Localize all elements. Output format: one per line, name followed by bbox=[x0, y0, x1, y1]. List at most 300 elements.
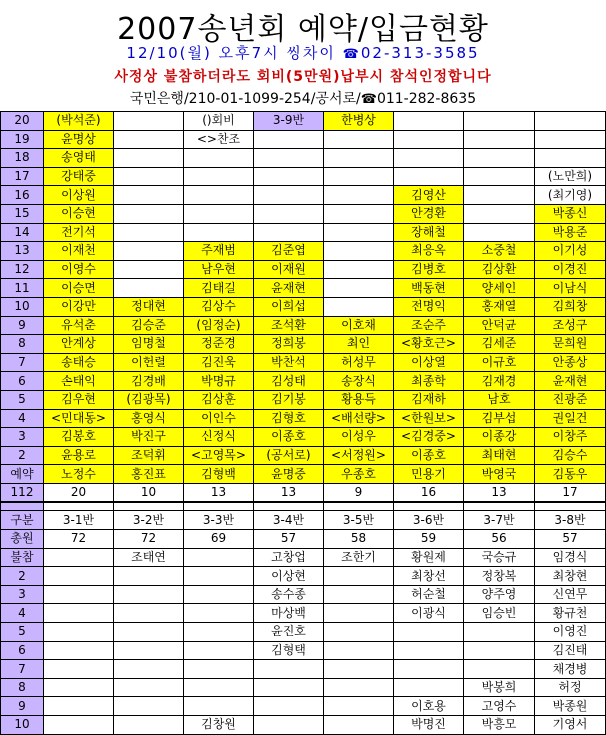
name-cell bbox=[394, 130, 464, 149]
class-name: 3-6반 bbox=[394, 511, 464, 530]
name-cell: 이재천 bbox=[44, 242, 114, 261]
total-label: 총원 bbox=[1, 530, 44, 549]
name-cell: 3-9반 bbox=[254, 112, 324, 131]
reservation-row bbox=[1, 446, 606, 465]
name-cell: 안종상 bbox=[535, 353, 606, 372]
class-total: 57 bbox=[254, 530, 324, 549]
name-cell bbox=[324, 678, 394, 697]
name-cell bbox=[394, 660, 464, 679]
name-cell: 이남식 bbox=[535, 279, 606, 298]
name-cell: 김봉호 bbox=[44, 428, 114, 447]
name-cell bbox=[114, 641, 184, 660]
row-label: 5 bbox=[1, 623, 44, 642]
name-cell: 이상열 bbox=[394, 353, 464, 372]
name-cell bbox=[114, 567, 184, 586]
name-cell bbox=[184, 567, 254, 586]
bank-info bbox=[0, 88, 606, 108]
name-cell bbox=[324, 279, 394, 298]
name-cell: 진광준 bbox=[535, 390, 606, 409]
reservation-row bbox=[1, 204, 606, 223]
name-cell: (공서로) bbox=[254, 446, 324, 465]
row-label: 13 bbox=[1, 242, 44, 261]
name-cell bbox=[254, 660, 324, 679]
name-cell: 유석춘 bbox=[44, 316, 114, 335]
reservation-section bbox=[1, 112, 606, 484]
class-total: 69 bbox=[184, 530, 254, 549]
name-cell: 김영산 bbox=[394, 186, 464, 205]
reservation-row bbox=[1, 372, 606, 391]
name-cell: 김경배 bbox=[114, 372, 184, 391]
name-cell: 노정수 bbox=[44, 465, 114, 484]
name-cell bbox=[324, 186, 394, 205]
name-cell: 남우현 bbox=[184, 260, 254, 279]
name-cell: 박명규 bbox=[184, 372, 254, 391]
name-cell bbox=[114, 204, 184, 223]
name-cell: <민대동> bbox=[44, 409, 114, 428]
reservation-row bbox=[1, 316, 606, 335]
name-cell: (임정순) bbox=[184, 316, 254, 335]
name-cell: 채경병 bbox=[535, 660, 606, 679]
name-cell: 정준경 bbox=[184, 335, 254, 354]
name-cell: <서정원> bbox=[324, 446, 394, 465]
name-cell: 전기석 bbox=[44, 223, 114, 242]
row-label: 불참 bbox=[1, 548, 44, 567]
name-cell: 김승준 bbox=[114, 316, 184, 335]
name-cell: 안경환 bbox=[394, 204, 464, 223]
name-cell: 안계상 bbox=[44, 335, 114, 354]
reservation-row bbox=[1, 242, 606, 261]
name-cell bbox=[114, 678, 184, 697]
absent-row bbox=[1, 585, 606, 604]
name-cell bbox=[535, 130, 606, 149]
name-cell bbox=[324, 567, 394, 586]
name-cell bbox=[254, 149, 324, 168]
row-label: 9 bbox=[1, 316, 44, 335]
absent-row bbox=[1, 604, 606, 623]
name-cell: <김경중> bbox=[394, 428, 464, 447]
row-label: 3 bbox=[1, 585, 44, 604]
name-cell: 양주영 bbox=[464, 585, 535, 604]
name-cell bbox=[324, 623, 394, 642]
name-cell bbox=[114, 623, 184, 642]
spacer-cell bbox=[324, 502, 394, 511]
name-cell: 정대현 bbox=[114, 297, 184, 316]
class-count: 16 bbox=[394, 483, 464, 502]
class-name: 3-3반 bbox=[184, 511, 254, 530]
absent-row bbox=[1, 641, 606, 660]
row-label: 4 bbox=[1, 604, 44, 623]
name-cell: 최태현 bbox=[464, 446, 535, 465]
name-cell: 김재경 bbox=[464, 372, 535, 391]
class-name: 3-2반 bbox=[114, 511, 184, 530]
name-cell: 이기성 bbox=[535, 242, 606, 261]
row-label: 7 bbox=[1, 353, 44, 372]
name-cell: (노만희) bbox=[535, 167, 606, 186]
name-cell: 홍진표 bbox=[114, 465, 184, 484]
row-label: 14 bbox=[1, 223, 44, 242]
name-cell bbox=[44, 623, 114, 642]
reservation-row bbox=[1, 428, 606, 447]
name-cell: 윤진호 bbox=[254, 623, 324, 642]
name-cell bbox=[464, 223, 535, 242]
class-total: 72 bbox=[114, 530, 184, 549]
name-cell: 황규천 bbox=[535, 604, 606, 623]
name-cell: <고영목> bbox=[184, 446, 254, 465]
reservation-row bbox=[1, 297, 606, 316]
name-cell bbox=[464, 641, 535, 660]
name-cell bbox=[114, 279, 184, 298]
reservation-row bbox=[1, 130, 606, 149]
class-count: 9 bbox=[324, 483, 394, 502]
name-cell: 김창원 bbox=[184, 716, 254, 735]
name-cell bbox=[114, 186, 184, 205]
name-cell: 문희원 bbox=[535, 335, 606, 354]
name-cell bbox=[254, 678, 324, 697]
name-cell bbox=[394, 167, 464, 186]
name-cell: 조순주 bbox=[394, 316, 464, 335]
class-total: 58 bbox=[324, 530, 394, 549]
name-cell: 허정 bbox=[535, 678, 606, 697]
class-header-row bbox=[1, 511, 606, 530]
contact-phone: 011-282-8635 bbox=[376, 91, 477, 107]
name-cell: 황용득 bbox=[324, 390, 394, 409]
name-cell bbox=[394, 112, 464, 131]
absent-row bbox=[1, 567, 606, 586]
spacer-cell bbox=[394, 502, 464, 511]
reservation-row bbox=[1, 260, 606, 279]
name-cell: 이성우 bbox=[324, 428, 394, 447]
row-label: 3 bbox=[1, 428, 44, 447]
name-cell bbox=[324, 716, 394, 735]
name-cell: 김승수 bbox=[535, 446, 606, 465]
name-cell bbox=[324, 297, 394, 316]
name-cell bbox=[44, 585, 114, 604]
name-cell: 이종호 bbox=[254, 428, 324, 447]
class-count: 17 bbox=[535, 483, 606, 502]
name-cell bbox=[184, 660, 254, 679]
name-cell bbox=[184, 204, 254, 223]
name-cell: 김상환 bbox=[464, 260, 535, 279]
spacer-cell bbox=[254, 502, 324, 511]
row-label: 8 bbox=[1, 678, 44, 697]
row-label: 16 bbox=[1, 186, 44, 205]
absent-row bbox=[1, 623, 606, 642]
name-cell: 이창주 bbox=[535, 428, 606, 447]
name-cell: 윤명중 bbox=[254, 465, 324, 484]
name-cell: 윤명상 bbox=[44, 130, 114, 149]
name-cell: 허성무 bbox=[324, 353, 394, 372]
name-cell bbox=[184, 604, 254, 623]
name-cell bbox=[324, 149, 394, 168]
name-cell bbox=[254, 130, 324, 149]
name-cell: 조덕휘 bbox=[114, 446, 184, 465]
name-cell bbox=[324, 660, 394, 679]
name-cell: 황원제 bbox=[394, 548, 464, 567]
absent-section bbox=[1, 548, 606, 734]
name-cell bbox=[44, 567, 114, 586]
class-name: 3-1반 bbox=[44, 511, 114, 530]
name-cell: 박찬석 bbox=[254, 353, 324, 372]
name-cell bbox=[184, 223, 254, 242]
name-cell: 이영진 bbox=[535, 623, 606, 642]
name-cell: 정창복 bbox=[464, 567, 535, 586]
page-title: 2007송년회 예약/입금현황 bbox=[117, 12, 489, 47]
phone-icon: ☎ bbox=[342, 47, 361, 62]
name-cell: 한병상 bbox=[324, 112, 394, 131]
name-cell bbox=[184, 641, 254, 660]
name-cell bbox=[324, 697, 394, 716]
name-cell bbox=[184, 697, 254, 716]
name-cell: 윤재현 bbox=[535, 372, 606, 391]
reservation-row bbox=[1, 409, 606, 428]
row-label: 7 bbox=[1, 660, 44, 679]
name-cell bbox=[254, 223, 324, 242]
name-cell bbox=[114, 585, 184, 604]
name-cell: 안덕균 bbox=[464, 316, 535, 335]
name-cell: 송영태 bbox=[44, 149, 114, 168]
name-cell bbox=[464, 112, 535, 131]
name-cell: 장해철 bbox=[394, 223, 464, 242]
name-cell: 이상원 bbox=[44, 186, 114, 205]
class-count: 13 bbox=[464, 483, 535, 502]
total-row bbox=[1, 530, 606, 549]
name-cell: 소중철 bbox=[464, 242, 535, 261]
name-cell: 김진욱 bbox=[184, 353, 254, 372]
name-cell bbox=[44, 716, 114, 735]
class-header-label: 구분 bbox=[1, 511, 44, 530]
name-cell bbox=[184, 186, 254, 205]
name-cell: 이승면 bbox=[44, 279, 114, 298]
name-cell: (최기영) bbox=[535, 186, 606, 205]
name-cell bbox=[44, 697, 114, 716]
class-total: 72 bbox=[44, 530, 114, 549]
name-cell: 이경진 bbox=[535, 260, 606, 279]
spacer-cell bbox=[535, 502, 606, 511]
name-cell: 허순철 bbox=[394, 585, 464, 604]
name-cell bbox=[394, 641, 464, 660]
name-cell bbox=[464, 204, 535, 223]
name-cell bbox=[184, 548, 254, 567]
name-cell: 김우현 bbox=[44, 390, 114, 409]
name-cell: 박봉희 bbox=[464, 678, 535, 697]
name-cell bbox=[114, 604, 184, 623]
name-cell bbox=[184, 585, 254, 604]
row-label: 10 bbox=[1, 297, 44, 316]
name-cell: 이강만 bbox=[44, 297, 114, 316]
name-cell bbox=[114, 223, 184, 242]
row-label: 19 bbox=[1, 130, 44, 149]
row-label: 4 bbox=[1, 409, 44, 428]
name-cell bbox=[114, 697, 184, 716]
row-label: 예약 bbox=[1, 465, 44, 484]
name-cell: 김재하 bbox=[394, 390, 464, 409]
name-cell: 김태길 bbox=[184, 279, 254, 298]
name-cell: 신연무 bbox=[535, 585, 606, 604]
name-cell: 김성태 bbox=[254, 372, 324, 391]
name-cell: 박영국 bbox=[464, 465, 535, 484]
row-label: 8 bbox=[1, 335, 44, 354]
name-cell bbox=[324, 641, 394, 660]
reservation-row bbox=[1, 279, 606, 298]
name-cell bbox=[114, 130, 184, 149]
absent-row bbox=[1, 678, 606, 697]
name-cell bbox=[114, 242, 184, 261]
name-cell bbox=[184, 167, 254, 186]
row-label: 11 bbox=[1, 279, 44, 298]
name-cell: 국승규 bbox=[464, 548, 535, 567]
name-cell: 조한기 bbox=[324, 548, 394, 567]
name-cell: 정희봉 bbox=[254, 335, 324, 354]
name-cell bbox=[114, 149, 184, 168]
name-cell bbox=[184, 149, 254, 168]
name-cell bbox=[184, 678, 254, 697]
name-cell: 김병호 bbox=[394, 260, 464, 279]
name-cell bbox=[44, 604, 114, 623]
name-cell: 최창선 bbox=[394, 567, 464, 586]
name-cell: 이영수 bbox=[44, 260, 114, 279]
name-cell: 임경식 bbox=[535, 548, 606, 567]
class-count: 20 bbox=[44, 483, 114, 502]
name-cell: 기영서 bbox=[535, 716, 606, 735]
class-name: 3-8반 bbox=[535, 511, 606, 530]
name-cell: 남호 bbox=[464, 390, 535, 409]
name-cell: 고창업 bbox=[254, 548, 324, 567]
name-cell: 김상훈 bbox=[184, 390, 254, 409]
name-cell: 권일건 bbox=[535, 409, 606, 428]
name-cell: 박진구 bbox=[114, 428, 184, 447]
name-cell: 홍영식 bbox=[114, 409, 184, 428]
spacer-cell bbox=[464, 502, 535, 511]
name-cell: <>찬조 bbox=[184, 130, 254, 149]
name-cell bbox=[254, 167, 324, 186]
name-cell: 홍재열 bbox=[464, 297, 535, 316]
name-cell bbox=[114, 260, 184, 279]
name-cell bbox=[324, 260, 394, 279]
name-cell: 송수종 bbox=[254, 585, 324, 604]
name-cell: (박석준) bbox=[44, 112, 114, 131]
name-cell: 마상백 bbox=[254, 604, 324, 623]
name-cell bbox=[44, 678, 114, 697]
name-cell: 박명진 bbox=[394, 716, 464, 735]
summary-section bbox=[1, 483, 606, 548]
row-label: 6 bbox=[1, 372, 44, 391]
name-cell: 신정식 bbox=[184, 428, 254, 447]
name-cell bbox=[464, 186, 535, 205]
phone-icon: ☎ bbox=[360, 92, 377, 107]
name-cell bbox=[254, 204, 324, 223]
name-cell: <한원보> bbox=[394, 409, 464, 428]
name-cell: 이상현 bbox=[254, 567, 324, 586]
name-cell bbox=[324, 204, 394, 223]
count-row bbox=[1, 483, 606, 502]
name-cell: 윤용로 bbox=[44, 446, 114, 465]
name-cell: 이종강 bbox=[464, 428, 535, 447]
reservation-row bbox=[1, 186, 606, 205]
class-count: 10 bbox=[114, 483, 184, 502]
name-cell: 주재범 bbox=[184, 242, 254, 261]
reservation-row bbox=[1, 353, 606, 372]
reservation-row bbox=[1, 149, 606, 168]
name-cell: 양세인 bbox=[464, 279, 535, 298]
absent-row bbox=[1, 697, 606, 716]
row-label: 2 bbox=[1, 446, 44, 465]
class-total: 59 bbox=[394, 530, 464, 549]
name-cell: 최인 bbox=[324, 335, 394, 354]
absent-row bbox=[1, 548, 606, 567]
name-cell: 김동우 bbox=[535, 465, 606, 484]
class-total: 56 bbox=[464, 530, 535, 549]
reservation-row bbox=[1, 335, 606, 354]
reservation-row bbox=[1, 167, 606, 186]
reservation-row bbox=[1, 112, 606, 131]
name-cell bbox=[464, 149, 535, 168]
name-cell: 이호용 bbox=[394, 697, 464, 716]
name-cell: 백동현 bbox=[394, 279, 464, 298]
name-cell: 윤재현 bbox=[254, 279, 324, 298]
name-cell bbox=[324, 604, 394, 623]
name-cell bbox=[114, 167, 184, 186]
name-cell: 송장식 bbox=[324, 372, 394, 391]
row-label: 20 bbox=[1, 112, 44, 131]
row-label: 5 bbox=[1, 390, 44, 409]
name-cell: 송태승 bbox=[44, 353, 114, 372]
name-cell bbox=[324, 223, 394, 242]
name-cell: 김세준 bbox=[464, 335, 535, 354]
name-cell bbox=[394, 678, 464, 697]
name-cell: 최응옥 bbox=[394, 242, 464, 261]
name-cell bbox=[44, 641, 114, 660]
name-cell: 최창현 bbox=[535, 567, 606, 586]
name-cell bbox=[324, 167, 394, 186]
name-cell: 박종신 bbox=[535, 204, 606, 223]
name-cell: 김형호 bbox=[254, 409, 324, 428]
name-cell: 김기봉 bbox=[254, 390, 324, 409]
name-cell: 임승빈 bbox=[464, 604, 535, 623]
name-cell: 김형백 bbox=[184, 465, 254, 484]
name-cell bbox=[254, 186, 324, 205]
absent-row bbox=[1, 716, 606, 735]
class-count: 13 bbox=[254, 483, 324, 502]
venue-phone: 02-313-3585 bbox=[360, 44, 480, 62]
name-cell bbox=[464, 130, 535, 149]
row-label: 6 bbox=[1, 641, 44, 660]
name-cell: 강태중 bbox=[44, 167, 114, 186]
name-cell bbox=[464, 167, 535, 186]
total-count: 112 bbox=[1, 483, 44, 502]
row-label: 12 bbox=[1, 260, 44, 279]
name-cell: 손태익 bbox=[44, 372, 114, 391]
class-count: 13 bbox=[184, 483, 254, 502]
name-cell bbox=[114, 716, 184, 735]
spacer-cell bbox=[114, 502, 184, 511]
class-name: 3-7반 bbox=[464, 511, 535, 530]
reservation-row bbox=[1, 223, 606, 242]
name-cell: 이헌렬 bbox=[114, 353, 184, 372]
attendance-notice: 사정상 불참하더라도 회비(5만원)납부시 참석인정합니다 bbox=[114, 69, 492, 85]
name-cell: ()회비 bbox=[184, 112, 254, 131]
name-cell: 이승현 bbox=[44, 204, 114, 223]
name-cell bbox=[394, 623, 464, 642]
name-cell bbox=[394, 149, 464, 168]
row-label: 18 bbox=[1, 149, 44, 168]
name-cell: 조성구 bbox=[535, 316, 606, 335]
absent-row bbox=[1, 660, 606, 679]
name-cell bbox=[44, 660, 114, 679]
spacer-cell bbox=[1, 502, 44, 511]
row-label: 9 bbox=[1, 697, 44, 716]
name-cell: 김상수 bbox=[184, 297, 254, 316]
name-cell bbox=[114, 660, 184, 679]
